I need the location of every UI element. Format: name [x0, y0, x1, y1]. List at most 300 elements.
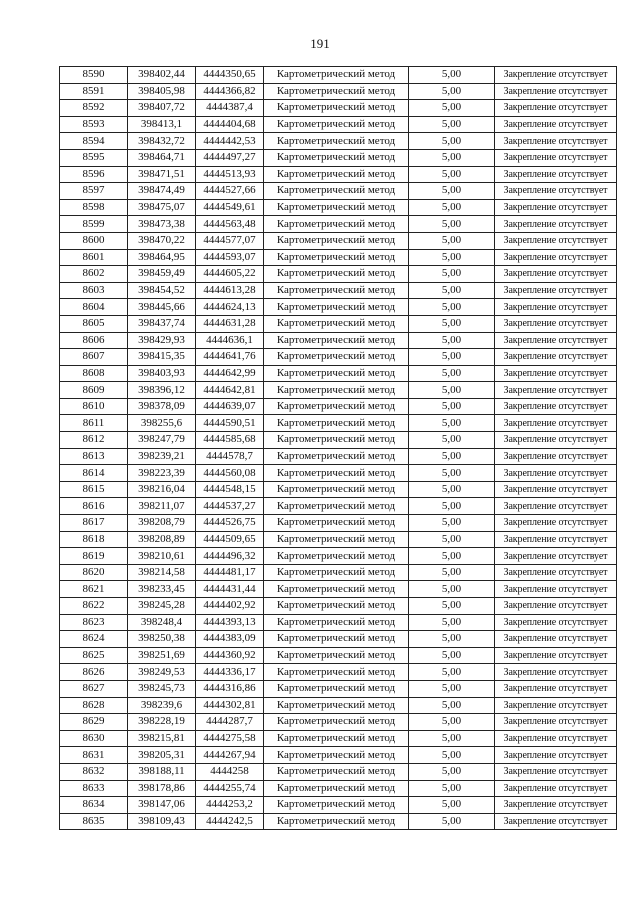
fixing-note-cell: Закрепление отсутствует [495, 548, 617, 565]
table-row [60, 481, 617, 498]
point-number-cell: 8595 [60, 149, 128, 166]
table-row [60, 67, 617, 84]
fixing-note-cell: Закрепление отсутствует [495, 797, 617, 814]
method-cell: Картометрический метод [264, 813, 409, 830]
accuracy-cell: 5,00 [409, 83, 495, 100]
fixing-note-cell: Закрепление отсутствует [495, 315, 617, 332]
y-coordinate-cell: 4444526,75 [196, 515, 264, 532]
y-coordinate-cell: 4444509,65 [196, 531, 264, 548]
table-row [60, 564, 617, 581]
accuracy-cell: 5,00 [409, 531, 495, 548]
x-coordinate-cell: 398471,51 [128, 166, 196, 183]
accuracy-cell: 5,00 [409, 714, 495, 731]
accuracy-cell: 5,00 [409, 498, 495, 515]
table-row [60, 133, 617, 150]
accuracy-cell: 5,00 [409, 548, 495, 565]
point-number-cell: 8602 [60, 266, 128, 283]
table-row [60, 116, 617, 133]
y-coordinate-cell: 4444383,09 [196, 631, 264, 648]
point-number-cell: 8608 [60, 365, 128, 382]
fixing-note-cell: Закрепление отсутствует [495, 813, 617, 830]
accuracy-cell: 5,00 [409, 365, 495, 382]
fixing-note-cell: Закрепление отсутствует [495, 116, 617, 133]
y-coordinate-cell: 4444578,7 [196, 448, 264, 465]
accuracy-cell: 5,00 [409, 614, 495, 631]
method-cell: Картометрический метод [264, 116, 409, 133]
accuracy-cell: 5,00 [409, 266, 495, 283]
point-number-cell: 8591 [60, 83, 128, 100]
method-cell: Картометрический метод [264, 133, 409, 150]
method-cell: Картометрический метод [264, 481, 409, 498]
method-cell: Картометрический метод [264, 183, 409, 200]
x-coordinate-cell: 398239,21 [128, 448, 196, 465]
y-coordinate-cell: 4444577,07 [196, 232, 264, 249]
fixing-note-cell: Закрепление отсутствует [495, 349, 617, 366]
point-number-cell: 8600 [60, 232, 128, 249]
x-coordinate-cell: 398109,43 [128, 813, 196, 830]
y-coordinate-cell: 4444585,68 [196, 432, 264, 449]
y-coordinate-cell: 4444593,07 [196, 249, 264, 266]
point-number-cell: 8599 [60, 216, 128, 233]
method-cell: Картометрический метод [264, 780, 409, 797]
point-number-cell: 8609 [60, 382, 128, 399]
y-coordinate-cell: 4444360,92 [196, 647, 264, 664]
y-coordinate-cell: 4444590,51 [196, 415, 264, 432]
table-row [60, 415, 617, 432]
fixing-note-cell: Закрепление отсутствует [495, 647, 617, 664]
accuracy-cell: 5,00 [409, 249, 495, 266]
y-coordinate-cell: 4444642,81 [196, 382, 264, 399]
x-coordinate-cell: 398464,71 [128, 149, 196, 166]
fixing-note-cell: Закрепление отсутствует [495, 415, 617, 432]
y-coordinate-cell: 4444642,99 [196, 365, 264, 382]
fixing-note-cell: Закрепление отсутствует [495, 282, 617, 299]
method-cell: Картометрический метод [264, 548, 409, 565]
table-row [60, 299, 617, 316]
method-cell: Картометрический метод [264, 199, 409, 216]
y-coordinate-cell: 4444496,32 [196, 548, 264, 565]
x-coordinate-cell: 398223,39 [128, 465, 196, 482]
y-coordinate-cell: 4444497,27 [196, 149, 264, 166]
table-row [60, 515, 617, 532]
method-cell: Картометрический метод [264, 598, 409, 615]
fixing-note-cell: Закрепление отсутствует [495, 199, 617, 216]
method-cell: Картометрический метод [264, 515, 409, 532]
x-coordinate-cell: 398211,07 [128, 498, 196, 515]
table-row [60, 664, 617, 681]
accuracy-cell: 5,00 [409, 216, 495, 233]
y-coordinate-cell: 4444613,28 [196, 282, 264, 299]
table-row [60, 266, 617, 283]
accuracy-cell: 5,00 [409, 415, 495, 432]
x-coordinate-cell: 398216,04 [128, 481, 196, 498]
accuracy-cell: 5,00 [409, 564, 495, 581]
fixing-note-cell: Закрепление отсутствует [495, 763, 617, 780]
accuracy-cell: 5,00 [409, 813, 495, 830]
y-coordinate-cell: 4444605,22 [196, 266, 264, 283]
method-cell: Картометрический метод [264, 465, 409, 482]
fixing-note-cell: Закрепление отсутствует [495, 531, 617, 548]
method-cell: Картометрический метод [264, 249, 409, 266]
table-row [60, 183, 617, 200]
accuracy-cell: 5,00 [409, 631, 495, 648]
x-coordinate-cell: 398255,6 [128, 415, 196, 432]
x-coordinate-cell: 398459,49 [128, 266, 196, 283]
accuracy-cell: 5,00 [409, 780, 495, 797]
x-coordinate-cell: 398473,38 [128, 216, 196, 233]
fixing-note-cell: Закрепление отсутствует [495, 432, 617, 449]
method-cell: Картометрический метод [264, 531, 409, 548]
accuracy-cell: 5,00 [409, 133, 495, 150]
point-number-cell: 8616 [60, 498, 128, 515]
accuracy-cell: 5,00 [409, 149, 495, 166]
x-coordinate-cell: 398188,11 [128, 763, 196, 780]
x-coordinate-cell: 398249,53 [128, 664, 196, 681]
fixing-note-cell: Закрепление отсутствует [495, 382, 617, 399]
table-row [60, 631, 617, 648]
point-number-cell: 8615 [60, 481, 128, 498]
point-number-cell: 8624 [60, 631, 128, 648]
table-row [60, 498, 617, 515]
fixing-note-cell: Закрепление отсутствует [495, 398, 617, 415]
fixing-note-cell: Закрепление отсутствует [495, 183, 617, 200]
point-number-cell: 8611 [60, 415, 128, 432]
table-row [60, 315, 617, 332]
x-coordinate-cell: 398403,93 [128, 365, 196, 382]
accuracy-cell: 5,00 [409, 282, 495, 299]
x-coordinate-cell: 398415,35 [128, 349, 196, 366]
fixing-note-cell: Закрепление отсутствует [495, 465, 617, 482]
table-row [60, 531, 617, 548]
method-cell: Картометрический метод [264, 631, 409, 648]
x-coordinate-cell: 398233,45 [128, 581, 196, 598]
x-coordinate-cell: 398413,1 [128, 116, 196, 133]
fixing-note-cell: Закрепление отсутствует [495, 515, 617, 532]
x-coordinate-cell: 398378,09 [128, 398, 196, 415]
method-cell: Картометрический метод [264, 747, 409, 764]
x-coordinate-cell: 398396,12 [128, 382, 196, 399]
method-cell: Картометрический метод [264, 415, 409, 432]
point-number-cell: 8634 [60, 797, 128, 814]
x-coordinate-cell: 398245,28 [128, 598, 196, 615]
point-number-cell: 8618 [60, 531, 128, 548]
x-coordinate-cell: 398464,95 [128, 249, 196, 266]
y-coordinate-cell: 4444387,4 [196, 100, 264, 117]
y-coordinate-cell: 4444431,44 [196, 581, 264, 598]
y-coordinate-cell: 4444336,17 [196, 664, 264, 681]
coordinates-table-body [60, 67, 617, 830]
point-number-cell: 8597 [60, 183, 128, 200]
table-row [60, 730, 617, 747]
table-row [60, 365, 617, 382]
y-coordinate-cell: 4444350,65 [196, 67, 264, 84]
method-cell: Картометрический метод [264, 266, 409, 283]
point-number-cell: 8620 [60, 564, 128, 581]
fixing-note-cell: Закрепление отсутствует [495, 680, 617, 697]
y-coordinate-cell: 4444527,66 [196, 183, 264, 200]
y-coordinate-cell: 4444258 [196, 763, 264, 780]
accuracy-cell: 5,00 [409, 664, 495, 681]
accuracy-cell: 5,00 [409, 797, 495, 814]
y-coordinate-cell: 4444366,82 [196, 83, 264, 100]
fixing-note-cell: Закрепление отсутствует [495, 730, 617, 747]
point-number-cell: 8632 [60, 763, 128, 780]
y-coordinate-cell: 4444287,7 [196, 714, 264, 731]
x-coordinate-cell: 398470,22 [128, 232, 196, 249]
table-row [60, 780, 617, 797]
point-number-cell: 8598 [60, 199, 128, 216]
table-row [60, 598, 617, 615]
method-cell: Картометрический метод [264, 365, 409, 382]
table-row [60, 100, 617, 117]
point-number-cell: 8612 [60, 432, 128, 449]
point-number-cell: 8594 [60, 133, 128, 150]
accuracy-cell: 5,00 [409, 747, 495, 764]
method-cell: Картометрический метод [264, 498, 409, 515]
x-coordinate-cell: 398250,38 [128, 631, 196, 648]
table-row [60, 249, 617, 266]
accuracy-cell: 5,00 [409, 382, 495, 399]
fixing-note-cell: Закрепление отсутствует [495, 149, 617, 166]
y-coordinate-cell: 4444549,61 [196, 199, 264, 216]
accuracy-cell: 5,00 [409, 481, 495, 498]
y-coordinate-cell: 4444267,94 [196, 747, 264, 764]
x-coordinate-cell: 398208,79 [128, 515, 196, 532]
fixing-note-cell: Закрепление отсутствует [495, 481, 617, 498]
page-number: 191 [310, 36, 330, 51]
x-coordinate-cell: 398248,4 [128, 614, 196, 631]
method-cell: Картометрический метод [264, 100, 409, 117]
table-row [60, 581, 617, 598]
coordinates-table [59, 66, 617, 830]
point-number-cell: 8613 [60, 448, 128, 465]
accuracy-cell: 5,00 [409, 697, 495, 714]
table-row [60, 382, 617, 399]
point-number-cell: 8622 [60, 598, 128, 615]
accuracy-cell: 5,00 [409, 763, 495, 780]
method-cell: Картометрический метод [264, 149, 409, 166]
table-row [60, 199, 617, 216]
fixing-note-cell: Закрепление отсутствует [495, 448, 617, 465]
fixing-note-cell: Закрепление отсутствует [495, 166, 617, 183]
y-coordinate-cell: 4444316,86 [196, 680, 264, 697]
y-coordinate-cell: 4444275,58 [196, 730, 264, 747]
x-coordinate-cell: 398178,86 [128, 780, 196, 797]
x-coordinate-cell: 398407,72 [128, 100, 196, 117]
table-row [60, 282, 617, 299]
y-coordinate-cell: 4444402,92 [196, 598, 264, 615]
method-cell: Картометрический метод [264, 299, 409, 316]
accuracy-cell: 5,00 [409, 730, 495, 747]
table-row [60, 349, 617, 366]
table-row [60, 398, 617, 415]
x-coordinate-cell: 398210,61 [128, 548, 196, 565]
table-row [60, 83, 617, 100]
accuracy-cell: 5,00 [409, 515, 495, 532]
method-cell: Картометрический метод [264, 680, 409, 697]
point-number-cell: 8633 [60, 780, 128, 797]
point-number-cell: 8619 [60, 548, 128, 565]
table-row [60, 149, 617, 166]
method-cell: Картометрический метод [264, 216, 409, 233]
fixing-note-cell: Закрепление отсутствует [495, 133, 617, 150]
point-number-cell: 8607 [60, 349, 128, 366]
method-cell: Картометрический метод [264, 332, 409, 349]
fixing-note-cell: Закрепление отсутствует [495, 67, 617, 84]
accuracy-cell: 5,00 [409, 647, 495, 664]
accuracy-cell: 5,00 [409, 199, 495, 216]
fixing-note-cell: Закрепление отсутствует [495, 365, 617, 382]
y-coordinate-cell: 4444242,5 [196, 813, 264, 830]
point-number-cell: 8629 [60, 714, 128, 731]
x-coordinate-cell: 398429,93 [128, 332, 196, 349]
accuracy-cell: 5,00 [409, 315, 495, 332]
method-cell: Картометрический метод [264, 315, 409, 332]
table-row [60, 448, 617, 465]
fixing-note-cell: Закрепление отсутствует [495, 266, 617, 283]
table-row [60, 614, 617, 631]
table-row [60, 166, 617, 183]
point-number-cell: 8614 [60, 465, 128, 482]
fixing-note-cell: Закрепление отсутствует [495, 498, 617, 515]
fixing-note-cell: Закрепление отсутствует [495, 598, 617, 615]
method-cell: Картометрический метод [264, 448, 409, 465]
method-cell: Картометрический метод [264, 763, 409, 780]
table-row [60, 332, 617, 349]
accuracy-cell: 5,00 [409, 432, 495, 449]
x-coordinate-cell: 398402,44 [128, 67, 196, 84]
fixing-note-cell: Закрепление отсутствует [495, 564, 617, 581]
fixing-note-cell: Закрепление отсутствует [495, 780, 617, 797]
accuracy-cell: 5,00 [409, 448, 495, 465]
point-number-cell: 8610 [60, 398, 128, 415]
table-row [60, 714, 617, 731]
x-coordinate-cell: 398205,31 [128, 747, 196, 764]
accuracy-cell: 5,00 [409, 116, 495, 133]
x-coordinate-cell: 398454,52 [128, 282, 196, 299]
method-cell: Картометрический метод [264, 647, 409, 664]
y-coordinate-cell: 4444481,17 [196, 564, 264, 581]
y-coordinate-cell: 4444560,08 [196, 465, 264, 482]
x-coordinate-cell: 398432,72 [128, 133, 196, 150]
x-coordinate-cell: 398251,69 [128, 647, 196, 664]
method-cell: Картометрический метод [264, 614, 409, 631]
fixing-note-cell: Закрепление отсутствует [495, 631, 617, 648]
fixing-note-cell: Закрепление отсутствует [495, 581, 617, 598]
x-coordinate-cell: 398437,74 [128, 315, 196, 332]
table-row [60, 697, 617, 714]
x-coordinate-cell: 398147,06 [128, 797, 196, 814]
point-number-cell: 8596 [60, 166, 128, 183]
fixing-note-cell: Закрепление отсутствует [495, 216, 617, 233]
x-coordinate-cell: 398245,73 [128, 680, 196, 697]
fixing-note-cell: Закрепление отсутствует [495, 100, 617, 117]
fixing-note-cell: Закрепление отсутствует [495, 714, 617, 731]
fixing-note-cell: Закрепление отсутствует [495, 249, 617, 266]
accuracy-cell: 5,00 [409, 398, 495, 415]
y-coordinate-cell: 4444563,48 [196, 216, 264, 233]
method-cell: Картометрический метод [264, 398, 409, 415]
x-coordinate-cell: 398239,6 [128, 697, 196, 714]
method-cell: Картометрический метод [264, 83, 409, 100]
accuracy-cell: 5,00 [409, 332, 495, 349]
accuracy-cell: 5,00 [409, 183, 495, 200]
y-coordinate-cell: 4444537,27 [196, 498, 264, 515]
method-cell: Картометрический метод [264, 697, 409, 714]
point-number-cell: 8621 [60, 581, 128, 598]
x-coordinate-cell: 398208,89 [128, 531, 196, 548]
table-row [60, 232, 617, 249]
y-coordinate-cell: 4444624,13 [196, 299, 264, 316]
table-row [60, 747, 617, 764]
x-coordinate-cell: 398214,58 [128, 564, 196, 581]
accuracy-cell: 5,00 [409, 67, 495, 84]
accuracy-cell: 5,00 [409, 465, 495, 482]
point-number-cell: 8605 [60, 315, 128, 332]
accuracy-cell: 5,00 [409, 581, 495, 598]
fixing-note-cell: Закрепление отсутствует [495, 747, 617, 764]
point-number-cell: 8603 [60, 282, 128, 299]
fixing-note-cell: Закрепление отсутствует [495, 697, 617, 714]
point-number-cell: 8592 [60, 100, 128, 117]
point-number-cell: 8631 [60, 747, 128, 764]
method-cell: Картометрический метод [264, 797, 409, 814]
y-coordinate-cell: 4444513,93 [196, 166, 264, 183]
point-number-cell: 8604 [60, 299, 128, 316]
point-number-cell: 8590 [60, 67, 128, 84]
method-cell: Картометрический метод [264, 564, 409, 581]
point-number-cell: 8626 [60, 664, 128, 681]
y-coordinate-cell: 4444442,53 [196, 133, 264, 150]
point-number-cell: 8593 [60, 116, 128, 133]
y-coordinate-cell: 4444641,76 [196, 349, 264, 366]
y-coordinate-cell: 4444253,2 [196, 797, 264, 814]
y-coordinate-cell: 4444302,81 [196, 697, 264, 714]
method-cell: Картометрический метод [264, 232, 409, 249]
method-cell: Картометрический метод [264, 282, 409, 299]
table-row [60, 647, 617, 664]
point-number-cell: 8630 [60, 730, 128, 747]
accuracy-cell: 5,00 [409, 680, 495, 697]
method-cell: Картометрический метод [264, 382, 409, 399]
table-row [60, 797, 617, 814]
fixing-note-cell: Закрепление отсутствует [495, 232, 617, 249]
table-row [60, 432, 617, 449]
y-coordinate-cell: 4444548,15 [196, 481, 264, 498]
point-number-cell: 8628 [60, 697, 128, 714]
accuracy-cell: 5,00 [409, 349, 495, 366]
method-cell: Картометрический метод [264, 166, 409, 183]
method-cell: Картометрический метод [264, 432, 409, 449]
point-number-cell: 8625 [60, 647, 128, 664]
method-cell: Картометрический метод [264, 714, 409, 731]
x-coordinate-cell: 398445,66 [128, 299, 196, 316]
table-row [60, 216, 617, 233]
accuracy-cell: 5,00 [409, 598, 495, 615]
method-cell: Картометрический метод [264, 730, 409, 747]
table-row [60, 680, 617, 697]
table-row [60, 465, 617, 482]
y-coordinate-cell: 4444393,13 [196, 614, 264, 631]
table-row [60, 548, 617, 565]
fixing-note-cell: Закрепление отсутствует [495, 614, 617, 631]
table-row [60, 763, 617, 780]
table-row [60, 813, 617, 830]
method-cell: Картометрический метод [264, 67, 409, 84]
point-number-cell: 8623 [60, 614, 128, 631]
accuracy-cell: 5,00 [409, 232, 495, 249]
point-number-cell: 8635 [60, 813, 128, 830]
